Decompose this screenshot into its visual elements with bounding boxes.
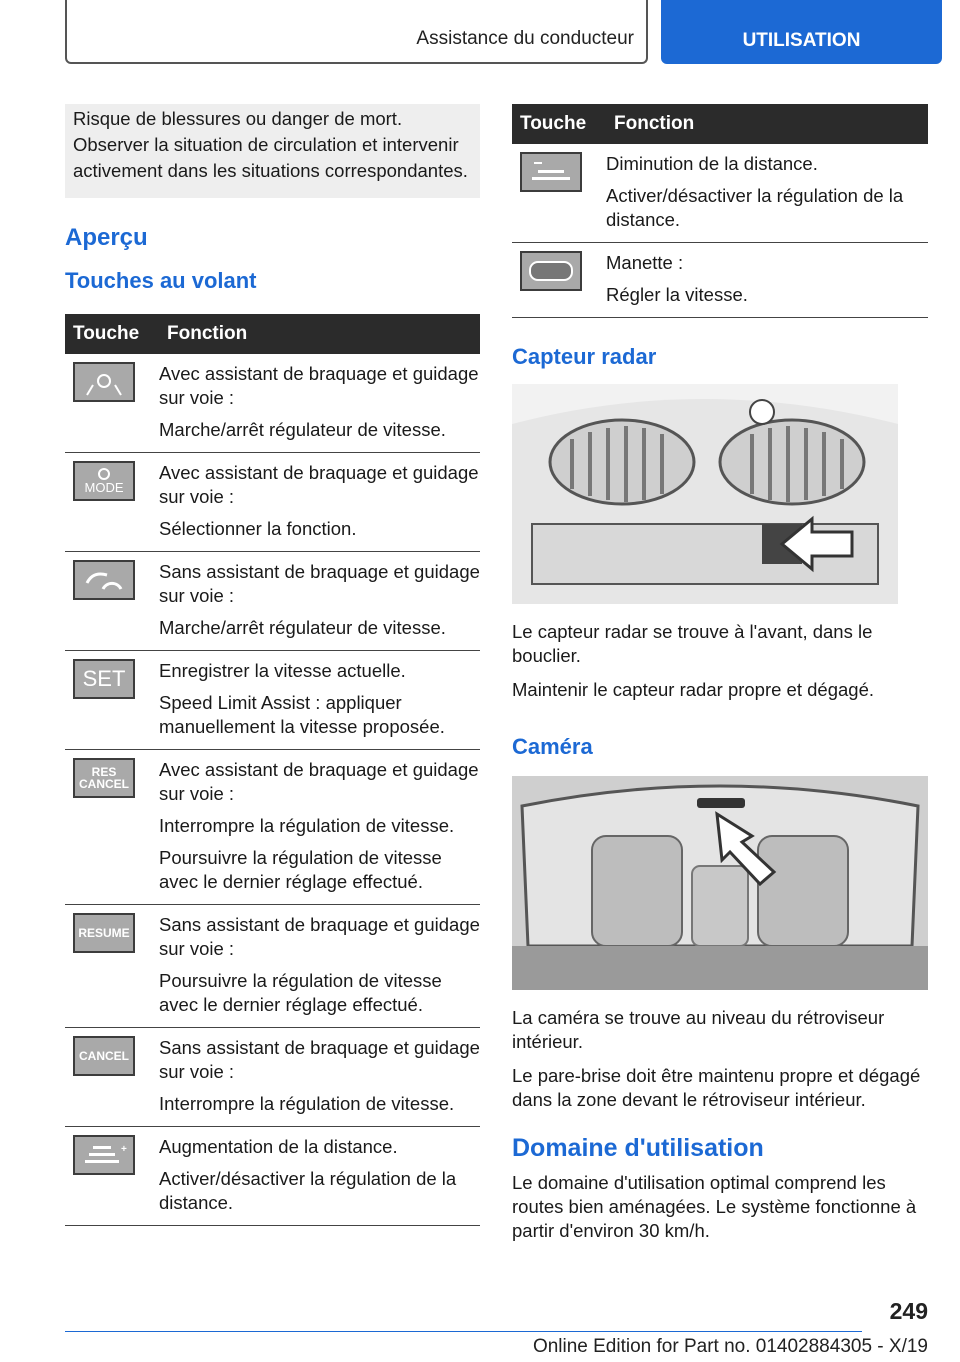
table-row [512,243,928,318]
edition-text: Online Edition for Part no. 01402884305 - X/19 [532,1336,928,1357]
left-column [65,104,480,1226]
function-cell [606,243,928,318]
function-cell [159,1127,480,1226]
domain-text: Le domaine d'utilisation optimal comprend les routes bien aménagées. Le système fonctionne à partir d'environ 30 km/h. [512,1172,917,1241]
function-text: Diminution de la distance. [606,153,818,174]
rocker-switch-icon [520,251,582,291]
assist-steering-icon [73,362,135,402]
function-cell [159,1028,480,1127]
overview-subtitle: Touches au volant [65,268,257,293]
cancel-button-icon: CANCEL [73,1036,135,1076]
header-section-title: Assistance du conducteur [416,28,634,49]
function-cell [159,552,480,651]
camera-title: Caméra [512,734,593,759]
distance-decrease-icon [520,152,582,192]
function-text: Régler la vitesse. [606,284,748,305]
function-text: Augmentation de la distance. [159,1136,398,1157]
function-text: Marche/arrêt régulateur de vitesse. [159,419,446,440]
radar-text-2: Maintenir le capteur radar propre et dégagé. [512,679,874,700]
radar-text-1: Le capteur radar se trouve à l'avant, dans le bouclier. [512,621,873,666]
function-cell [159,354,480,453]
table-row [65,750,480,905]
steering-keys-table [65,314,480,1226]
function-text: Activer/désactiver la régulation de la distance. [606,185,904,230]
table-row [65,552,480,651]
col-header-function: Fonction [159,314,480,354]
function-text: Sans assistant de braquage et guidage sur voie : [159,914,480,959]
function-text: Sans assistant de braquage et guidage sur voie : [159,1037,480,1082]
function-text: Sélectionner la fonction. [159,518,357,539]
function-cell [159,905,480,1028]
col-header-key: Touche [65,314,159,354]
radar-photo [512,384,898,604]
function-text: Avec assistant de braquage et guidage sur voie : [159,462,479,507]
header-tab-label: UTILISATION [742,30,861,51]
table-row [512,144,928,243]
table-row [65,1127,480,1226]
page-number: 249 [889,1298,928,1324]
warning-text: Risque de blessures ou danger de mort. Observer la situation de circulation et intervenir activement dans les situations correspondantes. [73,108,468,181]
res-cancel-button-icon: RES CANCEL [73,758,135,798]
header-section-box [65,0,648,64]
table-row [65,354,480,453]
camera-photo [512,776,928,990]
interior-illustration [512,776,928,990]
table-row [65,905,480,1028]
table-row [65,651,480,750]
function-text: Interrompre la régulation de vitesse. [159,815,455,836]
function-cell [159,651,480,750]
function-text: Marche/arrêt régulateur de vitesse. [159,617,446,638]
header-tab[interactable] [661,0,942,64]
col-header-function: Fonction [606,104,928,144]
function-text: Sans assistant de braquage et guidage sur voie : [159,561,480,606]
cruise-control-icon [73,560,135,600]
function-text: Speed Limit Assist : appliquer manuellement la vitesse proposée. [159,692,445,737]
camera-text-2: Le pare-brise doit être maintenu propre et dégagé dans la zone devant le rétroviseur intérieur. [512,1065,921,1110]
table-row [65,453,480,552]
distance-increase-icon [73,1135,135,1175]
function-text: Manette : [606,252,684,273]
function-text: Avec assistant de braquage et guidage sur voie : [159,759,479,804]
resume-button-icon: RESUME [73,913,135,953]
footer-divider [65,1331,862,1332]
car-front-illustration [512,384,898,604]
function-cell [606,144,928,243]
overview-title: Aperçu [65,224,148,251]
warning-box [65,104,480,198]
function-cell [159,750,480,905]
function-text: Poursuivre la régulation de vitesse avec le dernier réglage effectué. [159,970,442,1015]
radar-title: Capteur radar [512,344,657,369]
function-text: Enregistrer la vitesse actuelle. [159,660,406,681]
col-header-key: Touche [512,104,606,144]
set-button-icon: SET [73,659,135,699]
function-text: Interrompre la régulation de vitesse. [159,1093,455,1114]
function-cell [159,453,480,552]
function-text: Activer/désactiver la régulation de la distance. [159,1168,457,1213]
function-text: Avec assistant de braquage et guidage sur voie : [159,363,479,408]
steering-keys-table-continued [512,104,928,318]
table-row [65,1028,480,1127]
function-text: Poursuivre la régulation de vitesse avec le dernier réglage effectué. [159,847,442,892]
right-column [512,104,928,1253]
mode-button-icon: MODE [73,461,135,501]
domain-title: Domaine d'utilisation [512,1134,764,1162]
camera-text-1: La caméra se trouve au niveau du rétroviseur intérieur. [512,1007,885,1052]
svg-text:+: + [121,1144,127,1155]
